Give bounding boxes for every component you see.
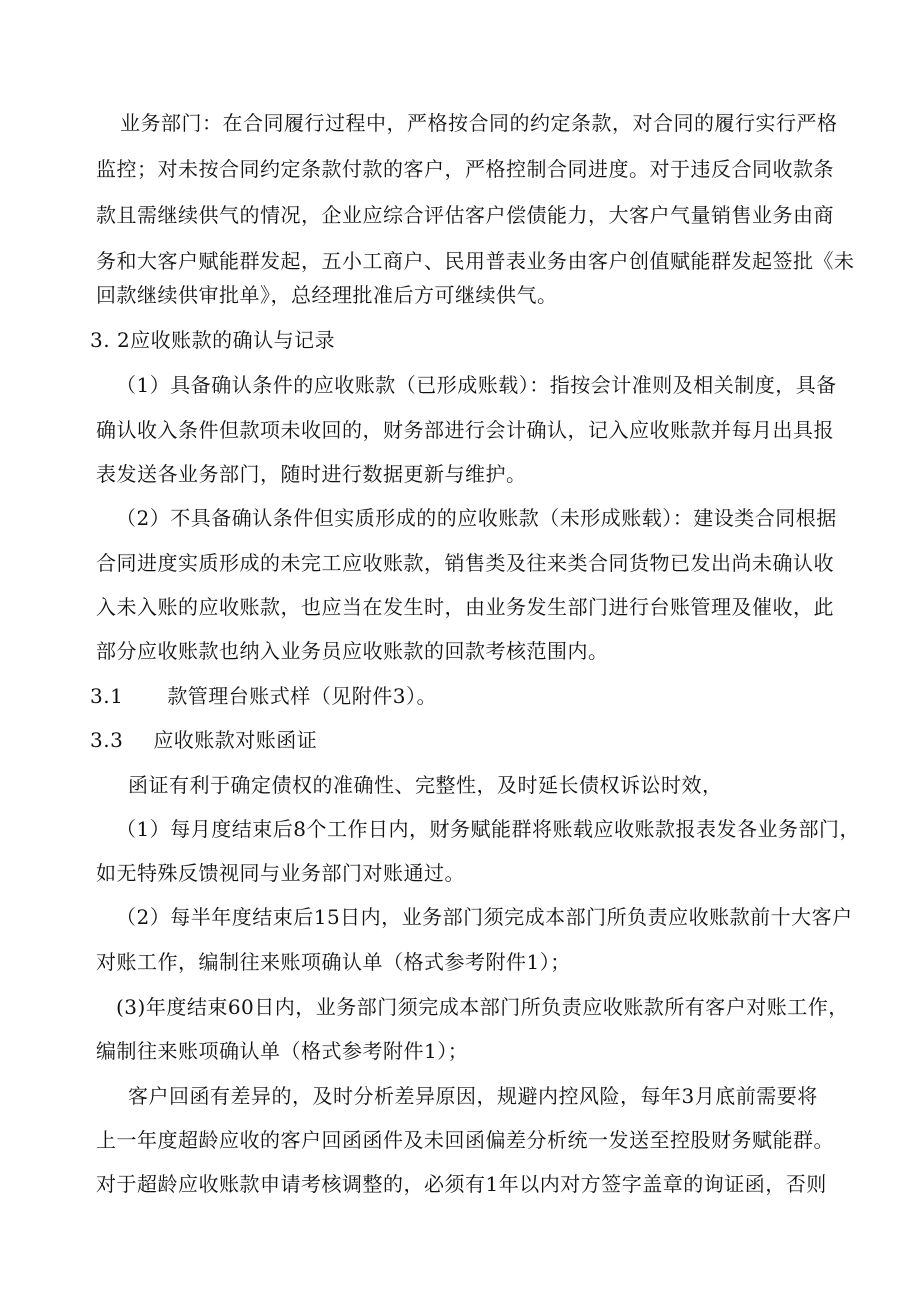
paragraph-line: 编制往来账项确认单（格式参考附件1）； — [96, 1039, 469, 1063]
paragraph-line: 确认收入条件但款项未收回的，财务部进行会计确认，记入应收账款并每月出具报 — [96, 418, 834, 442]
section-heading — [90, 728, 317, 752]
section-number: 3.1 — [90, 684, 124, 708]
paragraph-line: 客户回函有差异的，及时分析差异原因，规避内控风险，每年3月底前需要将 — [128, 1084, 818, 1108]
paragraph-line: 监控；对未按合同约定条款付款的客户，严格控制合同进度。对于违反合同收款条 — [96, 157, 834, 181]
paragraph-line: 入未入账的应收账款，也应当在发生时，由业务发生部门进行台账管理及催收，此 — [96, 595, 834, 619]
paragraph-line: 对账工作，编制往来账项确认单（格式参考附件1）； — [96, 950, 571, 974]
section-heading: 3. 2应收账款的确认与记录 — [90, 328, 336, 352]
paragraph-line: 如无特殊反馈视同与业务部门对账通过。 — [96, 861, 465, 885]
paragraph-line: 上一年度超龄应收的客户回函函件及未回函偏差分析统一发送至控股财务赋能群。 — [96, 1128, 834, 1152]
paragraph-line: 务和大客户赋能群发起，五小工商户、民用普表业务由客户创值赋能群发起签批《未 — [96, 249, 855, 273]
paragraph-line: 业务部门：在合同履行过程中，严格按合同的约定条款，对合同的履行实行严格 — [120, 111, 838, 135]
section-title: 款管理台账式样（见附件3）。 — [167, 684, 438, 708]
paragraph-line: （1）每月度结束后8个工作日内，财务赋能群将账载应收账款报表发各业务部门， — [116, 817, 860, 841]
paragraph-line: （2）不具备确认条件但实质形成的的应收账款（未形成账载）：建设类合同根据 — [116, 506, 837, 530]
section-number: 3.3 — [90, 728, 124, 752]
section-heading — [90, 684, 437, 708]
paragraph-line: （2）每半年度结束后15日内，业务部门须完成本部门所负责应收账款前十大客户 — [116, 905, 853, 929]
paragraph-line: 合同进度实质形成的未完工应收账款，销售类及往来类合同货物已发出尚未确认收 — [96, 551, 834, 575]
paragraph-line: （1）具备确认条件的应收账款（已形成账载）：指按会计准则及相关制度，具备 — [116, 373, 837, 397]
paragraph-line: 部分应收账款也纳入业务员应收账款的回款考核范围内。 — [96, 639, 609, 663]
paragraph-line: 回款继续供审批单》，总经理批准后方可继续供气。 — [96, 283, 558, 307]
paragraph-line: 函证有利于确定债权的准确性、完整性，及时延长债权诉讼时效， — [128, 773, 723, 797]
paragraph-line: 表发送各业务部门，随时进行数据更新与维护。 — [96, 462, 527, 486]
paragraph-line: 款且需继续供气的情况，企业应综合评估客户偿债能力，大客户气量销售业务由商 — [96, 203, 834, 227]
paragraph-line: 对于超龄应收账款申请考核调整的，必须有1年以内对方签字盖章的询证函，否则 — [96, 1172, 827, 1196]
paragraph-line: (3)年度结束60日内，业务部门须完成本部门所负责应收账款所有客户对账工作， — [116, 995, 849, 1019]
section-title: 应收账款对账函证 — [153, 728, 318, 752]
